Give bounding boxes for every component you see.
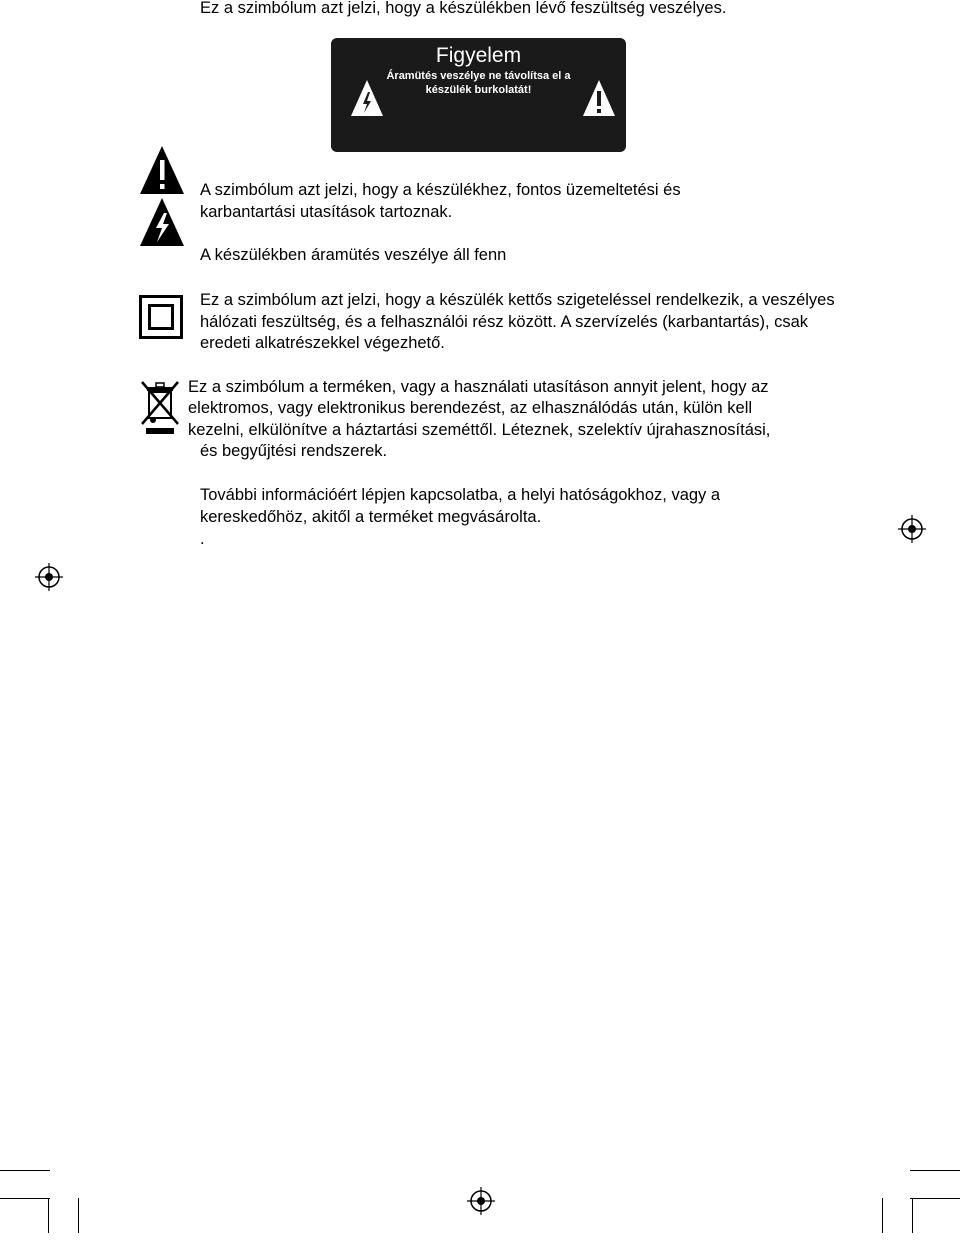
- crop-mark: [882, 1198, 883, 1233]
- warning-title: Figyelem: [435, 44, 522, 67]
- crop-mark: [910, 1198, 960, 1199]
- warning-box: [331, 38, 626, 152]
- instructions-text: A szimbólum azt jelzi, hogy a készülékhez, fontos üzemeltetési és karbantartási utasítások tartoznak.: [200, 181, 681, 221]
- top-text: Ez a szimbólum azt jelzi, hogy a készülékben lévő feszültség veszélyes.: [200, 0, 727, 17]
- double-insulation-icon: [139, 295, 183, 339]
- weee-line-1: Ez a szimbólum a terméken, vagy a használati utasításon annyit jelent, hogy az: [188, 378, 769, 396]
- registration-mark-icon: [897, 514, 927, 544]
- shock-text: A készülékben áramütés veszélye áll fenn: [200, 246, 507, 264]
- trailing-dot: .: [200, 530, 205, 548]
- exclamation-triangle-icon: [581, 78, 617, 118]
- registration-mark-icon: [34, 562, 64, 592]
- weee-line-4: és begyűjtési rendszerek.: [200, 442, 388, 460]
- registration-mark-icon: [466, 1186, 496, 1216]
- lightning-triangle-icon: [139, 197, 185, 247]
- crop-mark: [48, 1198, 49, 1233]
- lightning-triangle-icon: [349, 78, 385, 118]
- crop-mark: [912, 1198, 913, 1233]
- crop-mark: [0, 1170, 50, 1171]
- crossed-bin-icon: [137, 376, 183, 436]
- warning-subtitle: Áramütés veszélye ne távolítsa el a készülék burkolatát!: [386, 70, 571, 96]
- crop-mark: [0, 1198, 50, 1199]
- crop-mark: [78, 1198, 79, 1233]
- more-info-text: További információért lépjen kapcsolatba, a helyi hatóságokhoz, vagy a kereskedőhöz, akitől a terméket megvásárolta.: [200, 486, 721, 526]
- crop-mark: [910, 1170, 960, 1171]
- weee-line-3: kezelni, elkülönítve a háztartási szeméttől. Léteznek, szelektív újrahasznosítási,: [188, 421, 771, 439]
- exclamation-triangle-icon: [139, 145, 185, 195]
- double-insulation-text: Ez a szimbólum azt jelzi, hogy a készülék kettős szigeteléssel rendelkezik, a veszélyes hálózati feszültség, és a felhasználói rész között. A szervízelés (karbantartás), csak eredeti alkatrészekkel végezhető.: [200, 291, 835, 352]
- weee-line-2: elektromos, vagy elektronikus berendezést, az elhasználódás után, külön kell: [188, 399, 753, 417]
